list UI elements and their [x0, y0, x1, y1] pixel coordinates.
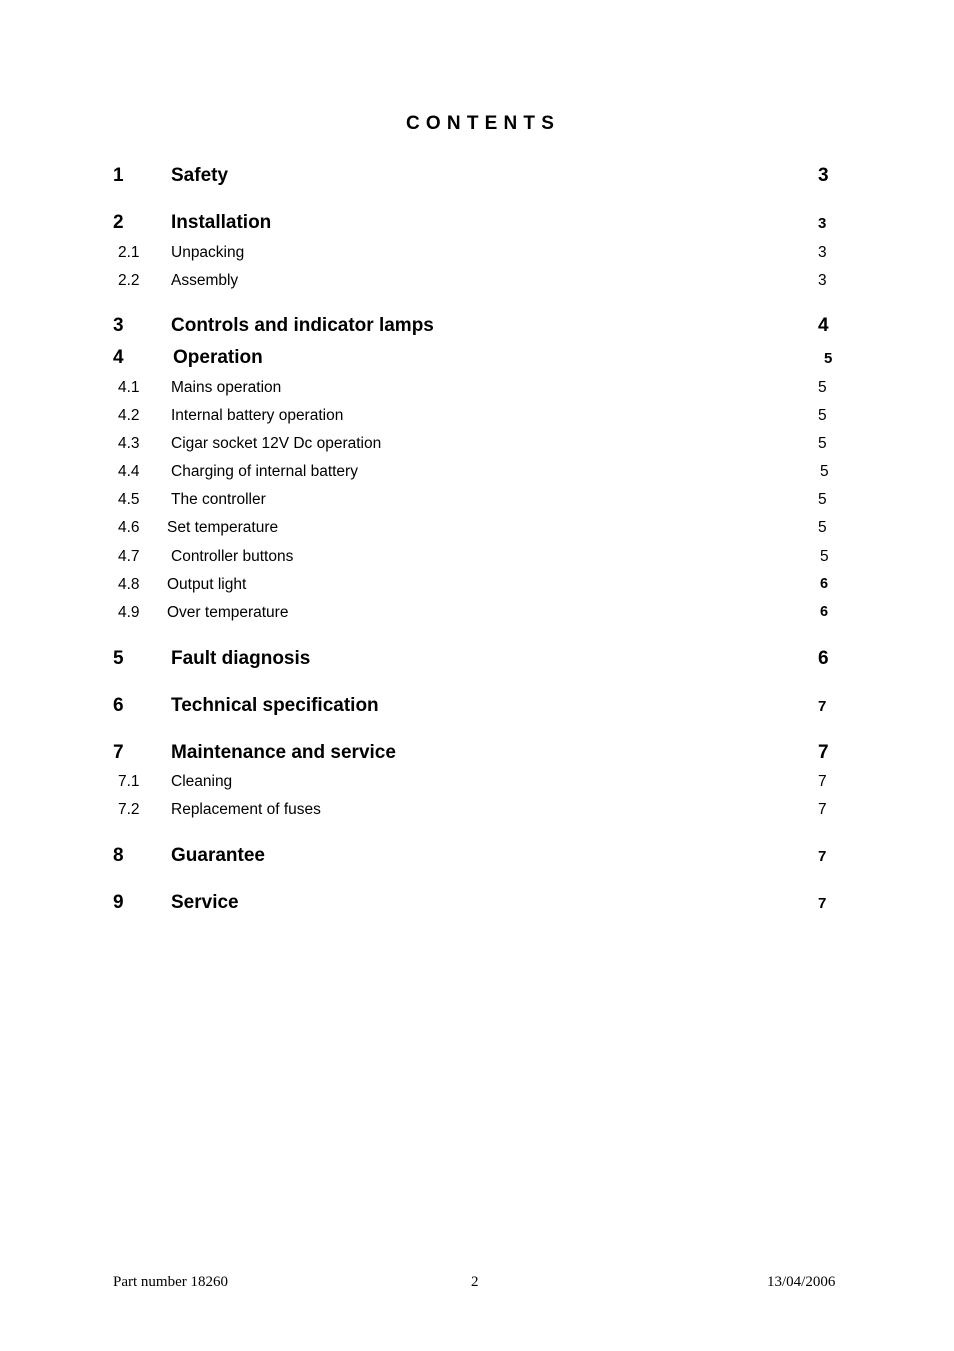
toc-entry-5[interactable] [0, 648, 954, 672]
toc-label: Assembly [171, 272, 239, 289]
toc-entry-3[interactable] [0, 315, 954, 339]
toc-page: 6 [820, 576, 829, 592]
toc-page: 7 [818, 773, 827, 790]
toc-label: Maintenance and service [171, 742, 396, 763]
toc-label: Output light [167, 576, 247, 593]
toc-label: The controller [171, 491, 266, 508]
toc-page: 5 [818, 519, 827, 536]
toc-entry-4-1[interactable] [0, 379, 954, 403]
toc-entry-2-1[interactable] [0, 244, 954, 268]
toc-entry-7[interactable] [0, 742, 954, 766]
footer-part-number: Part number 18260 [113, 1274, 228, 1290]
toc-page: 5 [820, 463, 829, 480]
toc-number: 4.2 [118, 407, 140, 424]
toc-label: Controller buttons [171, 548, 294, 565]
toc-entry-4-7[interactable] [0, 548, 954, 572]
toc-number: 7.1 [118, 773, 140, 790]
toc-entry-4-5[interactable] [0, 491, 954, 515]
toc-entry-4-4[interactable] [0, 463, 954, 487]
toc-page: 6 [818, 648, 829, 669]
toc-page: 5 [818, 407, 827, 424]
toc-entry-4[interactable] [0, 347, 954, 371]
toc-label: Operation [173, 347, 263, 368]
toc-entry-9[interactable] [0, 892, 954, 916]
toc-number: 4.4 [118, 463, 140, 480]
toc-label: Fault diagnosis [171, 648, 311, 669]
toc-number: 4.9 [118, 604, 140, 621]
toc-label: Mains operation [171, 379, 282, 396]
toc-page: 3 [818, 244, 827, 261]
toc-page: 5 [820, 548, 829, 565]
toc-entry-2[interactable] [0, 212, 954, 236]
toc-entry-2-2[interactable] [0, 272, 954, 296]
footer-page-number: 2 [471, 1274, 479, 1290]
toc-label: Internal battery operation [171, 407, 344, 424]
toc-entry-6[interactable] [0, 695, 954, 719]
toc-number: 1 [113, 165, 124, 186]
toc-number: 2.2 [118, 272, 140, 289]
toc-entry-8[interactable] [0, 845, 954, 869]
toc-number: 4.8 [118, 576, 140, 593]
toc-label: Set temperature [167, 519, 279, 536]
toc-page: 3 [818, 215, 827, 232]
toc-page: 6 [820, 604, 829, 620]
toc-entry-7-1[interactable] [0, 773, 954, 797]
toc-label: Guarantee [171, 845, 265, 866]
toc-entry-7-2[interactable] [0, 801, 954, 825]
toc-number: 4.6 [118, 519, 140, 536]
toc-label: Unpacking [171, 244, 245, 261]
toc-page: 7 [818, 801, 827, 818]
contents-title-text: CONTENTS [406, 113, 561, 134]
toc-number: 9 [113, 892, 124, 913]
toc-label: Service [171, 892, 239, 913]
toc-label: Safety [171, 165, 229, 186]
toc-page: 5 [818, 491, 827, 508]
toc-number: 8 [113, 845, 124, 866]
toc-entry-4-6[interactable] [0, 519, 954, 543]
toc-page: 5 [818, 435, 827, 452]
toc-number: 7 [113, 742, 124, 763]
toc-number: 4 [113, 347, 124, 368]
footer-date: 13/04/2006 [767, 1274, 836, 1290]
toc-label: Charging of internal battery [171, 463, 358, 480]
toc-number: 2.1 [118, 244, 140, 261]
toc-number: 2 [113, 212, 124, 233]
toc-page: 4 [818, 315, 829, 336]
toc-number: 7.2 [118, 801, 140, 818]
toc-page: 7 [818, 742, 829, 763]
toc-page: 7 [818, 895, 827, 912]
toc-label: Cigar socket 12V Dc operation [171, 435, 382, 452]
toc-entry-4-2[interactable] [0, 407, 954, 431]
toc-number: 3 [113, 315, 124, 336]
toc-page: 7 [818, 848, 827, 865]
toc-entry-4-3[interactable] [0, 435, 954, 459]
toc-label: Installation [171, 212, 272, 233]
toc-number: 5 [113, 648, 124, 669]
toc-page: 7 [818, 698, 827, 715]
toc-label: Replacement of fuses [171, 801, 321, 818]
toc-entry-4-9[interactable] [0, 604, 954, 628]
toc-number: 4.3 [118, 435, 140, 452]
toc-page: 5 [824, 350, 833, 367]
toc-entry-4-8[interactable] [0, 576, 954, 600]
toc-label: Cleaning [171, 773, 233, 790]
toc-label: Technical specification [171, 695, 379, 716]
toc-page: 3 [818, 165, 829, 186]
toc-page: 3 [818, 272, 827, 289]
toc-label: Controls and indicator lamps [171, 315, 434, 336]
toc-page: 5 [818, 379, 827, 396]
toc-number: 6 [113, 695, 124, 716]
toc-entry-1[interactable] [0, 165, 954, 189]
toc-label: Over temperature [167, 604, 289, 621]
toc-number: 4.7 [118, 548, 140, 565]
toc-number: 4.1 [118, 379, 140, 396]
toc-number: 4.5 [118, 491, 140, 508]
page-footer [0, 1274, 954, 1294]
